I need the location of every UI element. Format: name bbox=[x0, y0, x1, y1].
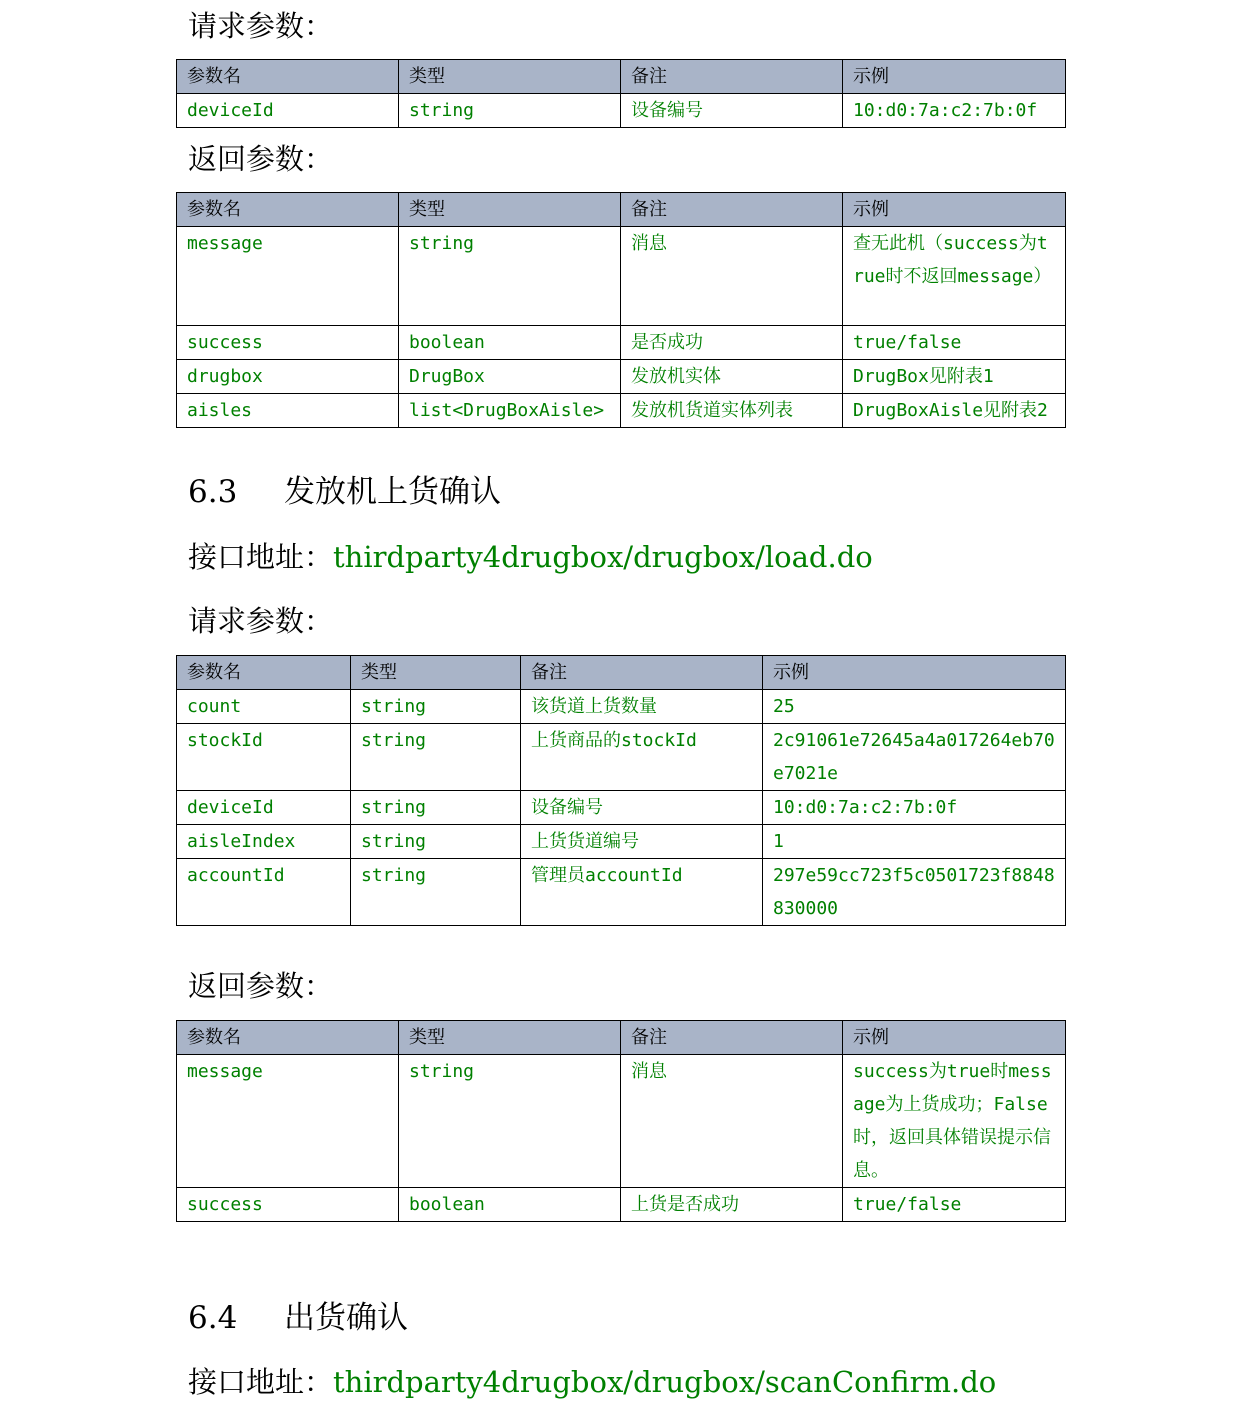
cell-param-name: message bbox=[177, 1055, 399, 1188]
cell-note: 上货商品的stockId bbox=[521, 724, 763, 791]
col-type: 类型 bbox=[351, 656, 521, 690]
api-address-label: 接口地址： bbox=[188, 540, 334, 574]
api-address-value: thirdparty4drugbox/drugbox/scanConfirm.do bbox=[333, 1365, 997, 1399]
load-response-params-table bbox=[176, 1020, 1066, 1222]
section-number: 6.4 bbox=[188, 1300, 238, 1336]
cell-param-name: count bbox=[177, 690, 351, 724]
cell-example: DrugBoxAisle见附表2 bbox=[843, 394, 1066, 428]
cell-param-name: stockId bbox=[177, 724, 351, 791]
col-note: 备注 bbox=[621, 193, 843, 227]
cell-example: true/false bbox=[843, 1188, 1066, 1222]
col-param-name: 参数名 bbox=[177, 193, 399, 227]
col-param-name: 参数名 bbox=[177, 60, 399, 94]
cell-param-name: success bbox=[177, 326, 399, 360]
cell-type: string bbox=[351, 825, 521, 859]
table-row bbox=[177, 1055, 1066, 1188]
table-row bbox=[177, 360, 1066, 394]
col-param-name: 参数名 bbox=[177, 1021, 399, 1055]
cell-note: 该货道上货数量 bbox=[521, 690, 763, 724]
cell-param-name: deviceId bbox=[177, 94, 399, 128]
cell-example: DrugBox见附表1 bbox=[843, 360, 1066, 394]
request-params-table bbox=[176, 59, 1066, 128]
table-header-row bbox=[177, 1021, 1066, 1055]
load-request-params-table bbox=[176, 655, 1066, 926]
table-row bbox=[177, 1188, 1066, 1222]
cell-note: 管理员accountId bbox=[521, 859, 763, 926]
cell-note: 设备编号 bbox=[621, 94, 843, 128]
table-row bbox=[177, 791, 1066, 825]
cell-param-name: deviceId bbox=[177, 791, 351, 825]
cell-example: 2c91061e72645a4a017264eb70e7021e bbox=[763, 724, 1066, 791]
cell-example: 1 bbox=[763, 825, 1066, 859]
cell-note: 消息 bbox=[621, 1055, 843, 1188]
cell-type: string bbox=[351, 690, 521, 724]
table-row bbox=[177, 859, 1066, 926]
response-params-label: 返回参数： bbox=[188, 969, 334, 1003]
cell-param-name: drugbox bbox=[177, 360, 399, 394]
col-note: 备注 bbox=[521, 656, 763, 690]
cell-note: 消息 bbox=[621, 227, 843, 326]
api-address-load bbox=[188, 539, 873, 575]
api-address-scanconfirm bbox=[188, 1364, 996, 1400]
col-example: 示例 bbox=[763, 656, 1066, 690]
table-header-row bbox=[177, 193, 1066, 227]
cell-param-name: aisles bbox=[177, 394, 399, 428]
col-example: 示例 bbox=[843, 193, 1066, 227]
section-title: 出货确认 bbox=[284, 1300, 408, 1336]
request-params-label: 请求参数： bbox=[188, 604, 334, 638]
cell-example: 10:d0:7a:c2:7b:0f bbox=[763, 791, 1066, 825]
cell-type: DrugBox bbox=[399, 360, 621, 394]
table-header-row bbox=[177, 656, 1066, 690]
section-title: 发放机上货确认 bbox=[284, 474, 501, 510]
col-note: 备注 bbox=[621, 60, 843, 94]
cell-example: 查无此机（success为true时不返回message） bbox=[843, 227, 1066, 326]
cell-param-name: success bbox=[177, 1188, 399, 1222]
table-row bbox=[177, 94, 1066, 128]
col-type: 类型 bbox=[399, 1021, 621, 1055]
section-heading-6-4 bbox=[188, 1298, 408, 1338]
cell-example: 10:d0:7a:c2:7b:0f bbox=[843, 94, 1066, 128]
table-row bbox=[177, 326, 1066, 360]
cell-type: boolean bbox=[399, 326, 621, 360]
cell-param-name: aisleIndex bbox=[177, 825, 351, 859]
cell-type: string bbox=[399, 94, 621, 128]
table-row bbox=[177, 724, 1066, 791]
table-row bbox=[177, 825, 1066, 859]
cell-example: success为true时message为上货成功；False时，返回具体错误提示信息。 bbox=[843, 1055, 1066, 1188]
table-row bbox=[177, 690, 1066, 724]
col-type: 类型 bbox=[399, 60, 621, 94]
cell-note: 发放机实体 bbox=[621, 360, 843, 394]
request-params-label: 请求参数： bbox=[188, 9, 334, 43]
response-params-label: 返回参数： bbox=[188, 142, 334, 176]
section-heading-6-3 bbox=[188, 472, 501, 512]
col-param-name: 参数名 bbox=[177, 656, 351, 690]
cell-example: true/false bbox=[843, 326, 1066, 360]
table-row bbox=[177, 394, 1066, 428]
api-address-label: 接口地址： bbox=[188, 1365, 334, 1399]
cell-example: 297e59cc723f5c0501723f8848830000 bbox=[763, 859, 1066, 926]
api-address-value: thirdparty4drugbox/drugbox/load.do bbox=[333, 540, 873, 574]
section-number: 6.3 bbox=[188, 474, 238, 510]
table-row bbox=[177, 227, 1066, 326]
cell-type: string bbox=[399, 1055, 621, 1188]
cell-param-name: message bbox=[177, 227, 399, 326]
cell-type: boolean bbox=[399, 1188, 621, 1222]
cell-note: 设备编号 bbox=[521, 791, 763, 825]
cell-note: 上货货道编号 bbox=[521, 825, 763, 859]
cell-note: 是否成功 bbox=[621, 326, 843, 360]
cell-type: string bbox=[351, 791, 521, 825]
response-params-table bbox=[176, 192, 1066, 428]
cell-type: string bbox=[399, 227, 621, 326]
col-type: 类型 bbox=[399, 193, 621, 227]
cell-note: 上货是否成功 bbox=[621, 1188, 843, 1222]
col-example: 示例 bbox=[843, 60, 1066, 94]
col-example: 示例 bbox=[843, 1021, 1066, 1055]
cell-note: 发放机货道实体列表 bbox=[621, 394, 843, 428]
col-note: 备注 bbox=[621, 1021, 843, 1055]
cell-type: string bbox=[351, 724, 521, 791]
cell-example: 25 bbox=[763, 690, 1066, 724]
cell-param-name: accountId bbox=[177, 859, 351, 926]
cell-type: string bbox=[351, 859, 521, 926]
cell-type: list<DrugBoxAisle> bbox=[399, 394, 621, 428]
table-header-row bbox=[177, 60, 1066, 94]
